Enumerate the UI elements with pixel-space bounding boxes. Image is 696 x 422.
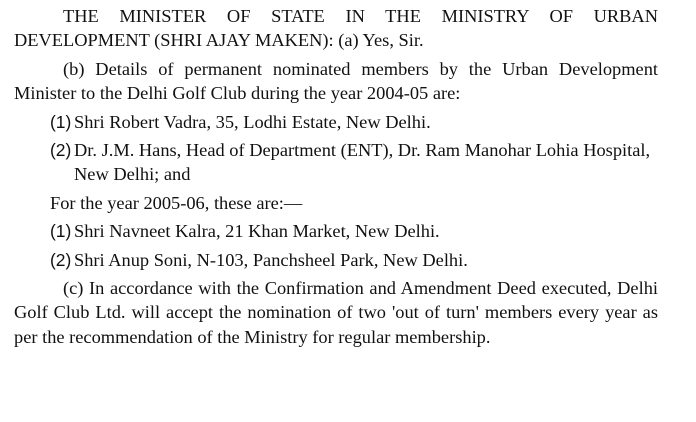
list-item-text: Shri Robert Vadra, 35, Lodhi Estate, New Delhi. bbox=[74, 111, 431, 132]
list-item-2004-1 bbox=[14, 110, 658, 134]
list-item-text: Shri Navneet Kalra, 21 Khan Market, New Delhi. bbox=[74, 221, 440, 242]
year-2005-intro: For the year 2005-06, these are:— bbox=[50, 192, 303, 213]
list-number: (1) bbox=[50, 111, 72, 132]
list-item-text: Dr. J.M. Hans, Head of Department (ENT), Dr. Ram Manohar Lohia Hospital, New Delhi; and bbox=[74, 140, 651, 185]
list-item-2004-2 bbox=[14, 138, 658, 187]
list-number: (2) bbox=[50, 249, 72, 270]
answer-intro-paragraph: THE MINISTER OF STATE IN THE MINISTRY OF URBAN DEVELOPMENT (SHRI AJAY MAKEN): (a) Yes, Sir. bbox=[14, 6, 658, 51]
list-item-text: Shri Anup Soni, N-103, Panchsheel Park, New Delhi. bbox=[74, 249, 468, 270]
list-item-2005-2 bbox=[14, 248, 658, 272]
document-page bbox=[14, 4, 658, 353]
part-c-paragraph: (c) In accordance with the Confirmation and Amendment Deed executed, Delhi Golf Club Ltd. will accept the nomination of two 'out of turn' members every year as per the recommendation of the Ministry for regular membership. bbox=[14, 278, 658, 347]
part-b-paragraph: (b) Details of permanent nominated members by the Urban Development Minister to the Delhi Golf Club during the year 2004-05 are: bbox=[14, 58, 658, 104]
list-number: (1) bbox=[50, 221, 72, 242]
list-item-2005-1 bbox=[14, 219, 658, 243]
list-number: (2) bbox=[50, 140, 72, 161]
